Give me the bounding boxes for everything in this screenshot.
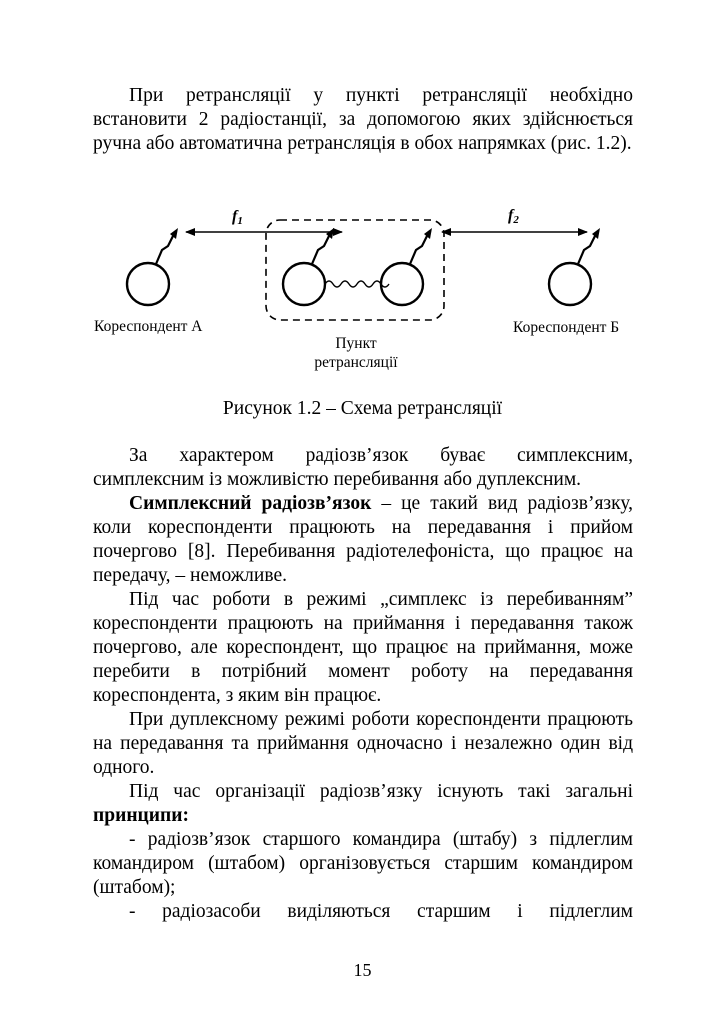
relay-station-2-icon — [381, 228, 432, 305]
relay-diagram — [80, 198, 650, 378]
label-relay-point-line2: ретрансляції — [314, 354, 398, 371]
term-principles: принципи: — [93, 805, 189, 826]
intro-text — [93, 84, 633, 156]
page-number: 15 — [353, 960, 372, 980]
list-item-1: - радіозв’язок старшого командира (штабу) з підлеглим командиром (штабом) організовується старшим командиром (штабом); — [93, 829, 633, 898]
paragraph-2-text: – це такий вид радіозв’язку, коли кореспонденти працюють на передавання і прийом почергово [8]. Перебивання радіотелефоніста, що працює на передачу, – неможливе. — [93, 493, 633, 586]
paragraph-5-text: Під час організації радіозв’язку існують такі загальні — [129, 781, 633, 802]
station-b-icon — [549, 228, 600, 305]
paragraph-2 — [93, 492, 633, 588]
paragraph-3: Під час роботи в режимі „симплекс із перебиванням” кореспонденти працюють на приймання і передавання також почергово, але кореспондент, що працює на приймання, може перебити в потрібний момент роботу на передавання кореспондента, з яким він працює. — [93, 589, 633, 706]
relay-station-1-icon — [283, 228, 334, 305]
f2-label: f2 — [508, 207, 519, 226]
list-item-2: - радіозасоби виділяються старшим і підлеглим — [129, 901, 633, 922]
f1-label: f1 — [232, 208, 243, 227]
figure-caption: Рисунок 1.2 – Схема ретрансляції — [222, 398, 503, 419]
paragraph-1: За характером радіозв’язок буває симплексним, симплексним із можливістю перебивання або дуплексним. — [93, 445, 633, 490]
paragraph-5 — [93, 780, 633, 828]
label-relay-point-line1: Пункт — [335, 335, 377, 352]
intro-paragraph: При ретрансляції у пункті ретрансляції необхідно встановити 2 радіостанції, за допомогою яких здійснюється ручна або автоматична ретрансляція в обох напрямках (рис. 1.2). — [93, 85, 633, 154]
label-correspondent-b: Кореспондент Б — [513, 319, 620, 336]
paragraph-4: При дуплексному режимі роботи кореспонденти працюють на передавання та приймання одночасно і незалежно один від одного. — [93, 709, 633, 778]
label-correspondent-a: Кореспондент А — [94, 318, 203, 335]
body-text — [93, 444, 633, 924]
station-a-icon — [127, 228, 178, 305]
relay-link-icon — [325, 281, 389, 287]
term-simplex: Симплексний радіозв’язок — [129, 493, 372, 514]
